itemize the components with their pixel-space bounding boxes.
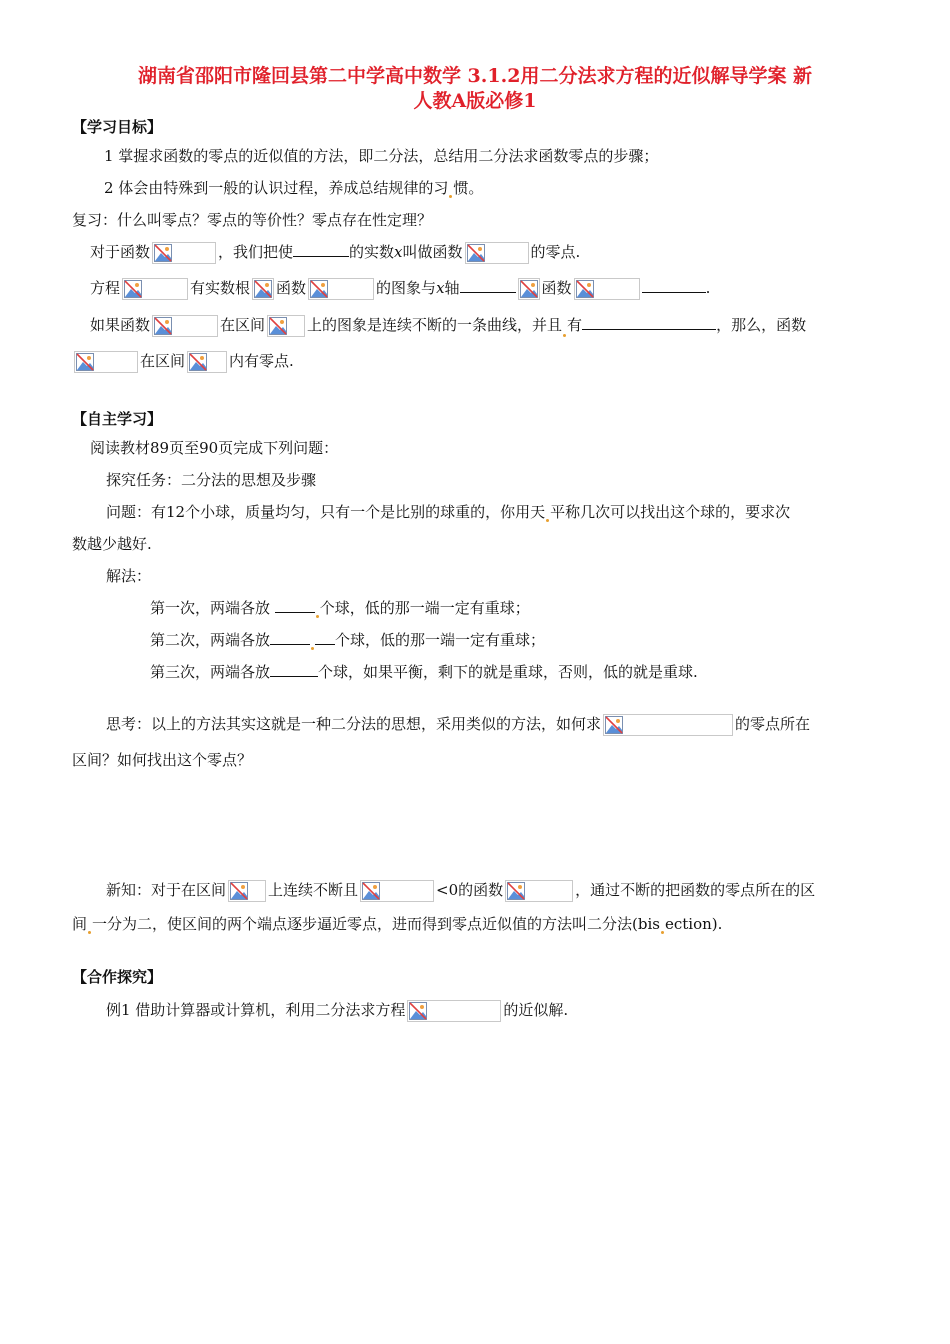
problem-line-1: 问题：有12个小球，质量均匀，只有一个是比别的球重的，你用天 平称几次可以找出这个球的，要求次 bbox=[106, 503, 791, 521]
think-line-2: 区间？如何找出这个零点？ bbox=[72, 751, 253, 769]
read-instruction: 阅读教材89页至90页完成下列问题： bbox=[90, 439, 339, 457]
task-title: 探究任务：二分法的思想及步骤 bbox=[106, 471, 317, 489]
section-heading-self-study: 【自主学习】 bbox=[72, 410, 163, 428]
goal-item-2: 2 体会由特殊到一般的认识过程，养成总结规律的习 惯。 bbox=[104, 179, 484, 197]
formula-image-icon bbox=[152, 242, 216, 264]
formula-image-icon bbox=[187, 351, 227, 373]
step-1: 第一次，两端各放 个球，低的那一端一定有重球； bbox=[150, 599, 530, 617]
step-2: 第二次，两端各放 个球，低的那一端一定有重球； bbox=[150, 631, 546, 649]
step-3: 第三次，两端各放 个球，如果平衡，剩下的就是重球，否则，低的就是重球. bbox=[150, 663, 698, 681]
formula-image-icon bbox=[308, 278, 374, 300]
fill-blank bbox=[315, 630, 335, 645]
review-question: 复习：什么叫零点？零点的等价性？零点存在性定理？ bbox=[72, 211, 433, 229]
fill-blank bbox=[582, 315, 716, 330]
new-knowledge-line-1: 新知：对于在区间 上连续不断且 <0的函数 ，通过不断的把函数的零点所在的区 bbox=[106, 880, 815, 902]
example-1: 例1 借助计算器或计算机，利用二分法求方程 的近似解. bbox=[106, 1000, 568, 1022]
fill-blank bbox=[275, 598, 315, 613]
fill-blank bbox=[460, 278, 516, 293]
problem-line-2: 数越少越好. bbox=[72, 535, 152, 553]
review-line-4: 在区间 内有零点. bbox=[72, 351, 294, 373]
formula-image-icon bbox=[122, 278, 188, 300]
formula-image-icon bbox=[360, 880, 434, 902]
goal-item-1: 1 掌握求函数的零点的近似值的方法，即二分法，总结用二分法求函数零点的步骤； bbox=[104, 147, 659, 165]
method-label: 解法： bbox=[106, 567, 152, 585]
formula-image-icon bbox=[603, 714, 733, 736]
formula-image-icon bbox=[465, 242, 529, 264]
formula-image-icon bbox=[505, 880, 573, 902]
formula-image-icon bbox=[252, 278, 274, 300]
fill-blank bbox=[270, 630, 310, 645]
fill-blank bbox=[293, 242, 349, 257]
section-heading-goals: 【学习目标】 bbox=[72, 118, 163, 136]
section-heading-cooperative: 【合作探究】 bbox=[72, 968, 163, 986]
think-line-1: 思考：以上的方法其实这就是一种二分法的思想，采用类似的方法，如何求 的零点所在 bbox=[106, 714, 810, 736]
title-line-2: 人教A版必修1 bbox=[413, 90, 537, 112]
title-line-1: 湖南省邵阳市隆回县第二中学高中数学 3.1.2用二分法求方程的近似解导学案 新 bbox=[137, 65, 813, 87]
review-line-2: 方程 有实数根 函数 的图象与x轴 函数 . bbox=[90, 278, 710, 300]
formula-image-icon bbox=[267, 315, 305, 337]
review-line-3: 如果函数 在区间 上的图象是连续不断的一条曲线，并且 有 ，那么，函数 bbox=[90, 315, 806, 337]
document-title bbox=[60, 64, 890, 114]
fill-blank bbox=[270, 662, 318, 677]
formula-image-icon bbox=[74, 351, 138, 373]
formula-image-icon bbox=[152, 315, 218, 337]
new-knowledge-line-2: 间 一分为二，使区间的两个端点逐步逼近零点，进而得到零点近似值的方法叫二分法(bis ection). bbox=[72, 915, 723, 933]
formula-image-icon bbox=[228, 880, 266, 902]
formula-image-icon bbox=[407, 1000, 501, 1022]
formula-image-icon bbox=[574, 278, 640, 300]
formula-image-icon bbox=[518, 278, 540, 300]
fill-blank bbox=[642, 278, 706, 293]
review-line-1: 对于函数 ，我们把使 的实数x叫做函数 的零点. bbox=[90, 242, 580, 264]
